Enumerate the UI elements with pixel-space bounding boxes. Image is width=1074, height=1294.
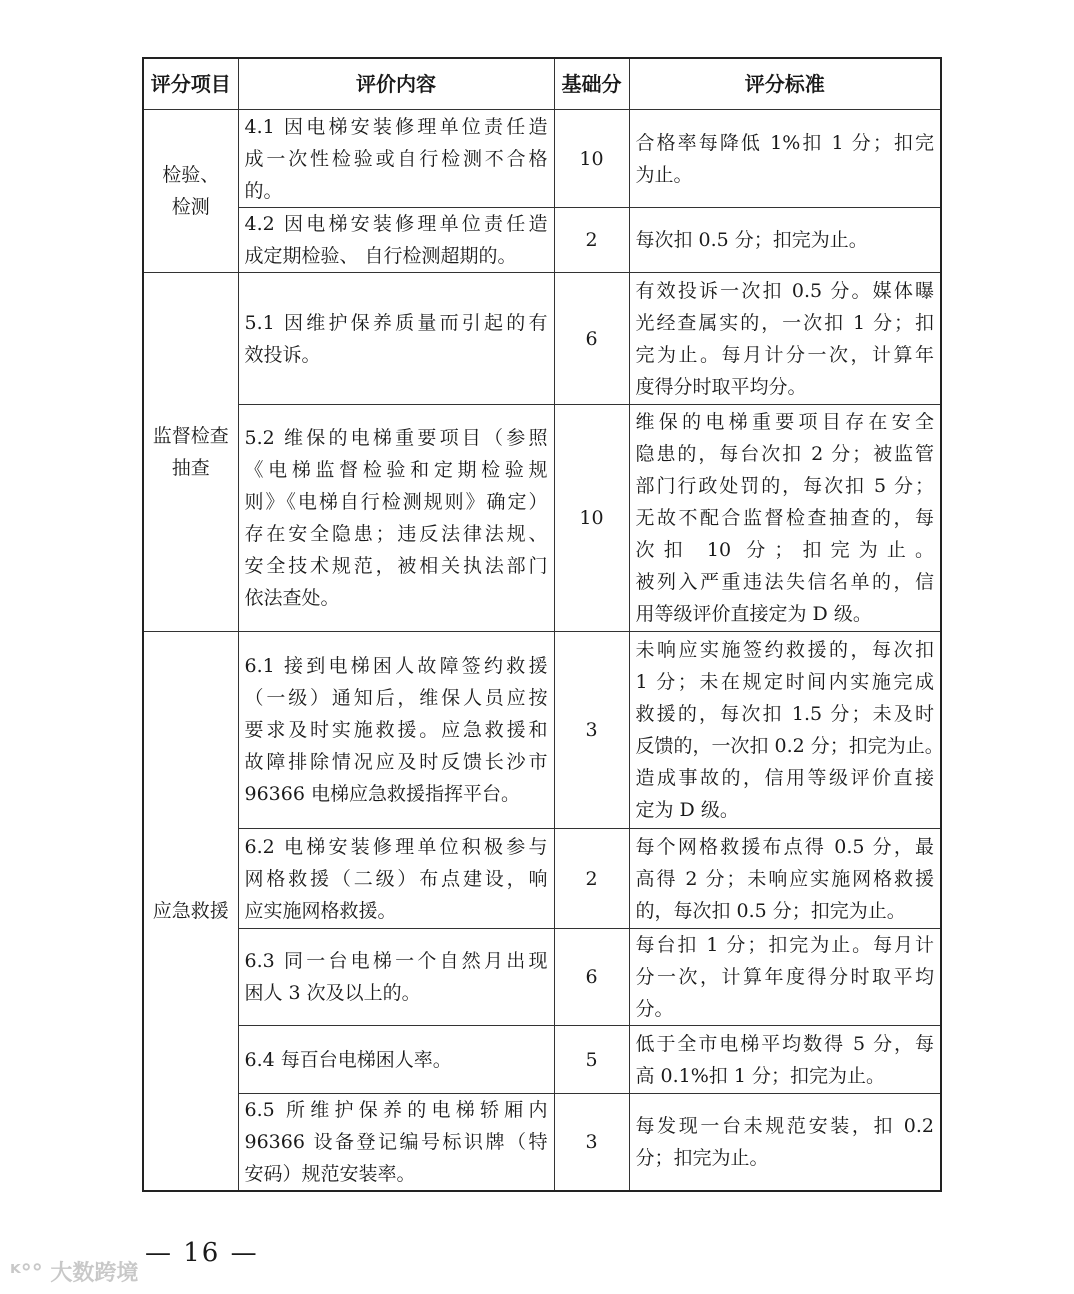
content-line: 6.3 同一台电梯一个自然月出现 <box>244 950 548 972</box>
content-cell <box>238 829 554 929</box>
content-line: 6.2 电梯安装修理单位积极参与 <box>244 835 548 858</box>
criteria-line: 每次扣 0.5 分；扣完为止。 <box>635 229 868 251</box>
content-line: 成一次性检验或自行检测不合格 <box>244 147 548 170</box>
criteria-cell <box>629 273 941 405</box>
content-line: 4.2 因电梯安装修理单位责任造 <box>244 213 548 235</box>
criteria-cell <box>629 929 941 1026</box>
criteria-cell <box>629 1094 941 1192</box>
content-line: 6.4 每百台电梯困人率。 <box>244 1048 452 1071</box>
watermark-logo: ᴷ°° 大数跨境 <box>10 1261 139 1286</box>
criteria-line: 造成事故的，信用等级评价直接 <box>635 767 934 789</box>
content-line: 要求及时实施救援。应急救援和 <box>244 719 548 741</box>
base-score-cell: 6 <box>554 929 629 1026</box>
criteria-cell <box>629 829 941 929</box>
item-line: 抽查 <box>171 457 210 479</box>
table-row <box>143 1026 941 1094</box>
criteria-line: 高 0.1%扣 1 分；扣完为止。 <box>635 1064 885 1087</box>
table-row <box>143 929 941 1026</box>
header-item: 评分项目 <box>143 58 238 110</box>
table-row <box>143 1094 941 1192</box>
content-cell <box>238 208 554 273</box>
header-content: 评价内容 <box>238 58 554 110</box>
content-line: 96366 设备登记编号标识牌（特 <box>244 1131 548 1153</box>
base-score-cell: 10 <box>554 405 629 632</box>
content-line: 的。 <box>244 179 283 202</box>
criteria-line: 每台扣 1 分；扣完为止。每月计 <box>635 934 934 956</box>
criteria-line: 完为止。每月计分一次，计算年 <box>635 343 934 366</box>
table-row <box>143 110 941 208</box>
content-line: 6.5 所维护保养的电梯轿厢内 <box>244 1099 548 1121</box>
header-score: 基础分 <box>554 58 629 110</box>
content-line: 5.2 维保的电梯重要项目（参照 <box>244 427 548 449</box>
base-score-cell: 3 <box>554 632 629 829</box>
base-score-cell: 6 <box>554 273 629 405</box>
criteria-line: 被列入严重违法失信名单的，信 <box>635 571 934 593</box>
criteria-line: 维保的电梯重要项目存在安全 <box>635 411 934 433</box>
content-line: 则》《电梯自行检测规则》确定） <box>244 491 548 513</box>
content-line: （一级）通知后，维保人员应按 <box>244 687 548 709</box>
criteria-line: 定为 D 级。 <box>635 799 739 821</box>
criteria-line: 隐患的，每台次扣 2 分；被监管 <box>635 443 934 465</box>
content-line: 困人 3 次及以上的。 <box>244 982 421 1004</box>
content-cell <box>238 405 554 632</box>
base-score-cell: 2 <box>554 829 629 929</box>
criteria-line: 用等级评价直接定为 D 级。 <box>635 603 872 625</box>
criteria-cell <box>629 632 944 829</box>
criteria-line: 次扣 10 分；扣完为止。 <box>635 539 934 561</box>
item-line: 监督检查 <box>152 425 229 447</box>
content-line: 4.1 因电梯安装修理单位责任造 <box>244 115 548 138</box>
table-row <box>143 208 941 273</box>
content-line: 5.1 因维护保养质量而引起的有 <box>244 311 548 334</box>
watermark-text: 大数跨境 <box>50 1261 139 1286</box>
content-line: 效投诉。 <box>244 343 321 366</box>
content-cell <box>238 110 554 208</box>
criteria-line: 每发现一台未规范安装，扣 0.2 <box>635 1115 934 1137</box>
scoring-table <box>142 57 942 1192</box>
criteria-line: 有效投诉一次扣 0.5 分。媒体曝 <box>635 279 934 302</box>
table-row <box>143 632 941 829</box>
item-line: 检测 <box>171 196 210 218</box>
criteria-line: 光经查属实的，一次扣 1 分；扣 <box>635 311 934 334</box>
table-row <box>143 829 941 929</box>
base-score-cell: 3 <box>554 1094 629 1192</box>
content-line: 6.1 接到电梯困人故障签约救援 <box>244 655 548 677</box>
content-cell <box>238 929 554 1026</box>
scoring-item-cell <box>143 110 238 273</box>
content-cell <box>238 273 554 405</box>
criteria-line: 分；扣完为止。 <box>635 1147 769 1169</box>
content-line: 安码）规范安装率。 <box>244 1163 416 1185</box>
table-row <box>143 405 941 632</box>
content-line: 安全技术规范，被相关执法部门 <box>244 555 548 577</box>
criteria-line: 部门行政处罚的，每次扣 5 分； <box>635 475 934 497</box>
criteria-line: 救援的，每次扣 1.5 分；未及时 <box>635 703 934 725</box>
content-line: 《电梯监督检验和定期检验规 <box>244 459 548 481</box>
content-cell <box>238 632 554 829</box>
base-score-cell: 2 <box>554 208 629 273</box>
criteria-cell <box>629 110 941 208</box>
content-line: 成定期检验、 自行检测超期的。 <box>244 245 517 267</box>
criteria-cell <box>629 405 941 632</box>
criteria-line: 每个网格救援布点得 0.5 分，最 <box>635 835 934 858</box>
content-line: 96366 电梯应急救援指挥平台。 <box>244 783 520 805</box>
content-cell <box>238 1094 554 1192</box>
item-line: 检验、 <box>162 164 220 186</box>
scoring-item-cell <box>143 273 238 632</box>
criteria-line: 为止。 <box>635 163 693 186</box>
content-line: 故障排除情况应及时反馈长沙市 <box>244 751 548 773</box>
base-score-cell: 5 <box>554 1026 629 1094</box>
item-line: 应急救援 <box>152 900 229 922</box>
criteria-line: 未响应实施签约救援的，每次扣 <box>635 639 934 661</box>
page-number: — 16 — <box>145 1238 259 1268</box>
content-line: 应实施网格救援。 <box>244 899 397 922</box>
criteria-line: 低于全市电梯平均数得 5 分，每 <box>635 1032 934 1055</box>
criteria-cell <box>629 208 941 273</box>
content-line: 依法查处。 <box>244 587 340 609</box>
content-line: 网格救援（二级）布点建设，响 <box>244 867 548 890</box>
criteria-line: 合格率每降低 1%扣 1 分；扣完 <box>635 131 934 154</box>
criteria-cell <box>629 1026 941 1094</box>
base-score-cell: 10 <box>554 110 629 208</box>
header-row <box>143 58 941 110</box>
header-criteria: 评分标准 <box>629 58 941 110</box>
criteria-line: 1 分；未在规定时间内实施完成 <box>635 671 934 693</box>
criteria-line: 无故不配合监督检查抽查的，每 <box>635 507 934 529</box>
criteria-line: 度得分时取平均分。 <box>635 375 807 398</box>
scoring-item-cell <box>143 632 238 1192</box>
content-line: 存在安全隐患；违反法律法规、 <box>244 523 548 545</box>
criteria-line: 高得 2 分；未响应实施网格救援 <box>635 867 934 890</box>
criteria-line: 的，每次扣 0.5 分；扣完为止。 <box>635 899 906 922</box>
criteria-line: 反馈的，一次扣 0.2 分；扣完为止。 <box>635 735 944 757</box>
content-cell <box>238 1026 554 1094</box>
criteria-line: 分一次，计算年度得分时取平均 <box>635 966 934 988</box>
table-row <box>143 273 941 405</box>
criteria-line: 分。 <box>635 998 674 1020</box>
